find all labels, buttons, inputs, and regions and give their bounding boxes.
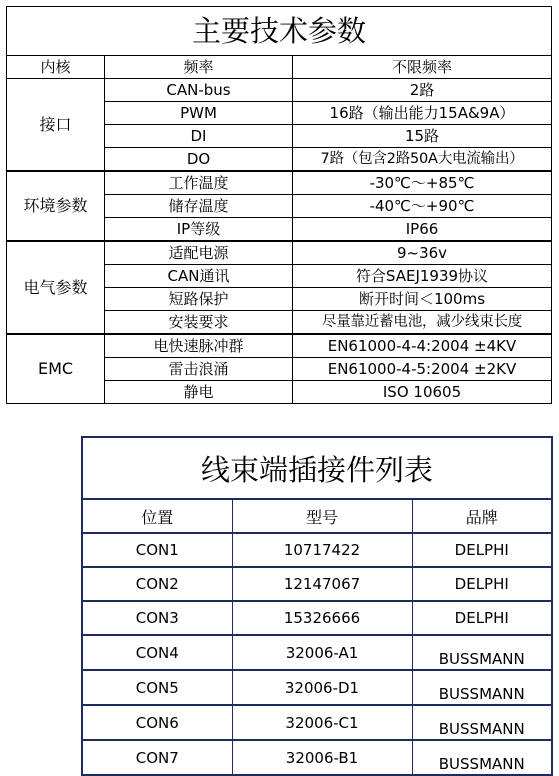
spec-param: 工作温度 xyxy=(105,171,293,195)
connector-position: CON6 xyxy=(82,705,232,740)
spec-table xyxy=(6,6,552,404)
table-row xyxy=(82,567,552,601)
connector-title: 线束端插接件列表 xyxy=(82,437,552,499)
connector-model: 15326666 xyxy=(232,601,412,635)
spec-param: DO xyxy=(105,148,293,172)
spec-value: 2路 xyxy=(293,79,552,102)
connector-table xyxy=(81,436,553,776)
spec-value: ISO 10605 xyxy=(293,381,552,404)
spec-value: 16路（输出能力15A&9A） xyxy=(293,102,552,125)
spec-title-row xyxy=(7,7,552,56)
table-row xyxy=(82,601,552,635)
spec-param: 静电 xyxy=(105,381,293,404)
connector-position: CON5 xyxy=(82,670,232,705)
spec-value: 不限频率 xyxy=(293,56,552,79)
spec-value: 9~36v xyxy=(293,241,552,265)
table-row xyxy=(82,533,552,567)
spec-param: 适配电源 xyxy=(105,241,293,265)
spec-value: 7路（包含2路50A大电流输出） xyxy=(293,148,552,172)
spec-value: 尽量靠近蓄电池，减少线束长度 xyxy=(293,311,552,335)
spec-row-core xyxy=(7,56,552,79)
connector-model: 10717422 xyxy=(232,533,412,567)
connector-model: 32006-C1 xyxy=(232,705,412,740)
spec-param: DI xyxy=(105,125,293,148)
connector-brand: DELPHI xyxy=(412,533,552,567)
spec-group-core: 内核 xyxy=(7,56,105,79)
spec-param: 短路保护 xyxy=(105,288,293,311)
spec-row xyxy=(7,241,552,265)
connector-position: CON3 xyxy=(82,601,232,635)
spec-group-emc: EMC xyxy=(7,334,105,404)
table-row xyxy=(82,635,552,670)
spec-value: 符合SAEJ1939协议 xyxy=(293,265,552,288)
header-position: 位置 xyxy=(82,499,232,533)
spec-row xyxy=(7,334,552,358)
connector-brand: BUSSMANN xyxy=(412,670,552,705)
connector-header-row xyxy=(82,499,552,533)
spec-param: 频率 xyxy=(105,56,293,79)
connector-title-row xyxy=(82,437,552,499)
spec-param: CAN通讯 xyxy=(105,265,293,288)
connector-position: CON4 xyxy=(82,635,232,670)
connector-brand: DELPHI xyxy=(412,601,552,635)
connector-brand: BUSSMANN xyxy=(412,705,552,740)
spec-value: -40℃～+90℃ xyxy=(293,195,552,218)
connector-brand: BUSSMANN xyxy=(412,635,552,670)
header-model: 型号 xyxy=(232,499,412,533)
spec-param: IP等级 xyxy=(105,218,293,242)
spec-value: 15路 xyxy=(293,125,552,148)
spec-group-environment: 环境参数 xyxy=(7,171,105,241)
spec-title: 主要技术参数 xyxy=(7,7,552,56)
spec-value: EN61000-4-5:2004 ±2KV xyxy=(293,358,552,381)
connector-model: 12147067 xyxy=(232,567,412,601)
spec-row xyxy=(7,79,552,102)
connector-model: 32006-B1 xyxy=(232,740,412,775)
spec-param: PWM xyxy=(105,102,293,125)
header-brand: 品牌 xyxy=(412,499,552,533)
connector-position: CON2 xyxy=(82,567,232,601)
table-row xyxy=(82,740,552,775)
connector-brand: BUSSMANN xyxy=(412,740,552,775)
spec-group-electrical: 电气参数 xyxy=(7,241,105,334)
table-row xyxy=(82,670,552,705)
connector-model: 32006-D1 xyxy=(232,670,412,705)
spec-value: -30℃～+85℃ xyxy=(293,171,552,195)
spec-value: IP66 xyxy=(293,218,552,242)
connector-model: 32006-A1 xyxy=(232,635,412,670)
spec-row xyxy=(7,171,552,195)
connector-position: CON1 xyxy=(82,533,232,567)
spec-value: EN61000-4-4:2004 ±4KV xyxy=(293,334,552,358)
table-row xyxy=(82,705,552,740)
spec-group-interface: 接口 xyxy=(7,79,105,172)
spec-value: 断开时间＜100ms xyxy=(293,288,552,311)
connector-brand: DELPHI xyxy=(412,567,552,601)
spec-param: 雷击浪涌 xyxy=(105,358,293,381)
spec-param: 安装要求 xyxy=(105,311,293,335)
connector-position: CON7 xyxy=(82,740,232,775)
spec-param: 电快速脉冲群 xyxy=(105,334,293,358)
spec-param: 储存温度 xyxy=(105,195,293,218)
spec-param: CAN-bus xyxy=(105,79,293,102)
